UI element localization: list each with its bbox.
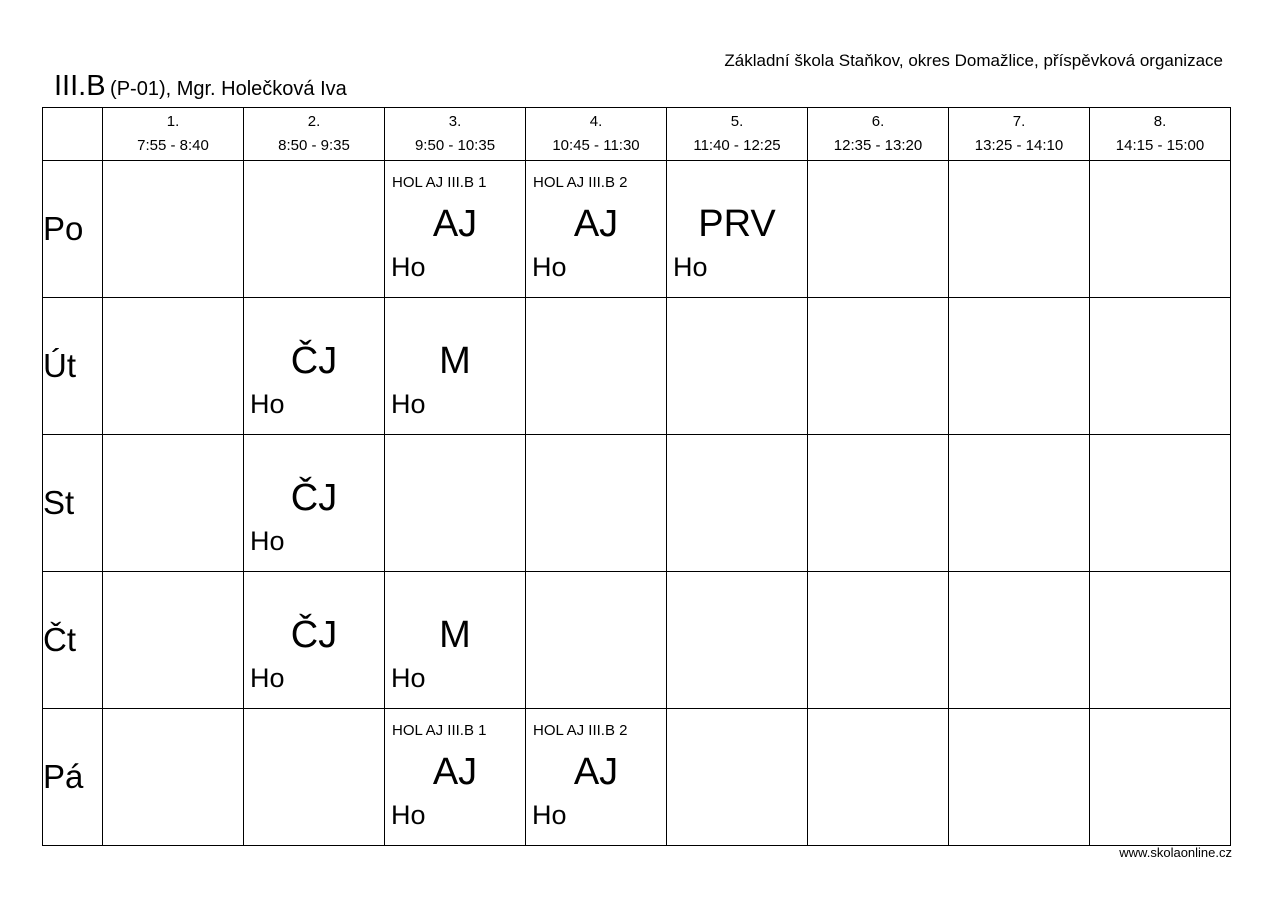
timetable-cell [667, 709, 808, 846]
day-row [43, 572, 1231, 709]
timetable-cell[interactable] [244, 435, 385, 572]
lesson-card[interactable] [244, 435, 384, 571]
period-header-5 [667, 108, 808, 161]
timetable-cell [667, 435, 808, 572]
lesson-teacher: Ho [532, 800, 567, 830]
timetable-cell [808, 709, 949, 846]
lesson-subject: PRV [698, 203, 776, 245]
lesson-subject: AJ [573, 203, 619, 245]
period-header-3 [385, 108, 526, 161]
lesson-subject: ČJ [290, 614, 338, 656]
day-label: Pá [43, 709, 103, 846]
timetable-cell [244, 709, 385, 846]
timetable-cell [1090, 572, 1231, 709]
lesson-teacher: Ho [250, 526, 285, 556]
day-row [43, 709, 1231, 846]
day-row [43, 298, 1231, 435]
lesson-subject: ČJ [290, 477, 338, 519]
timetable-cell[interactable] [244, 572, 385, 709]
lesson-teacher: Ho [391, 389, 426, 419]
period-time: 12:35 - 13:20 [833, 137, 923, 154]
lesson-subject: ČJ [290, 340, 338, 382]
period-header-6 [808, 108, 949, 161]
lesson-subject: AJ [432, 751, 478, 793]
period-header-8 [1090, 108, 1231, 161]
day-label: Po [43, 161, 103, 298]
timetable-cell [526, 435, 667, 572]
timetable-cell [808, 161, 949, 298]
timetable-cell [103, 161, 244, 298]
period-number: 3. [448, 113, 462, 130]
timetable-cell [385, 435, 526, 572]
lesson-subject: AJ [432, 203, 478, 245]
lesson-card[interactable] [385, 298, 525, 434]
lesson-teacher: Ho [250, 389, 285, 419]
timetable-cell [1090, 709, 1231, 846]
lesson-group: HOL AJ III.B 1 [392, 174, 487, 191]
period-number: 7. [1012, 113, 1026, 130]
lesson-card[interactable] [244, 572, 384, 708]
timetable-cell [103, 298, 244, 435]
lesson-subject: M [439, 614, 471, 656]
timetable-cell[interactable] [526, 161, 667, 298]
page-title [54, 72, 347, 101]
lesson-card[interactable] [667, 161, 807, 297]
period-header-2 [244, 108, 385, 161]
period-time: 10:45 - 11:30 [552, 137, 640, 154]
lesson-group: HOL AJ III.B 2 [533, 174, 628, 191]
period-header-7 [949, 108, 1090, 161]
period-time: 13:25 - 14:10 [974, 137, 1064, 154]
lesson-subject: AJ [573, 751, 619, 793]
lesson-card[interactable] [244, 298, 384, 434]
period-number: 8. [1153, 113, 1167, 130]
timetable-cell [103, 435, 244, 572]
period-number: 5. [730, 113, 744, 130]
lesson-teacher: Ho [532, 252, 567, 282]
timetable-cell [1090, 435, 1231, 572]
timetable-cell [949, 435, 1090, 572]
period-time: 14:15 - 15:00 [1115, 137, 1205, 154]
day-label: Čt [43, 572, 103, 709]
period-number: 4. [589, 113, 603, 130]
period-header-4 [526, 108, 667, 161]
class-name: III.B [54, 70, 106, 102]
timetable [42, 107, 1231, 846]
timetable-cell [667, 572, 808, 709]
day-row [43, 435, 1231, 572]
timetable-cell [103, 709, 244, 846]
lesson-teacher: Ho [391, 252, 426, 282]
period-number: 1. [166, 113, 180, 130]
timetable-cell [808, 435, 949, 572]
period-header-row [43, 108, 1231, 161]
timetable-cell [949, 709, 1090, 846]
lesson-teacher: Ho [673, 252, 708, 282]
timetable-cell [808, 298, 949, 435]
timetable-cell[interactable] [244, 298, 385, 435]
lesson-teacher: Ho [250, 663, 285, 693]
timetable-cell [103, 572, 244, 709]
lesson-card[interactable] [385, 709, 525, 845]
period-time: 9:50 - 10:35 [414, 137, 496, 154]
timetable-cell[interactable] [385, 298, 526, 435]
period-number: 2. [307, 113, 321, 130]
day-label: St [43, 435, 103, 572]
footer-link[interactable]: www.skolaonline.cz [1119, 845, 1232, 860]
lesson-group: HOL AJ III.B 2 [533, 722, 628, 739]
period-header-1 [103, 108, 244, 161]
day-row [43, 161, 1231, 298]
timetable-cell [526, 298, 667, 435]
timetable-cell [1090, 298, 1231, 435]
timetable-cell [667, 298, 808, 435]
lesson-group: HOL AJ III.B 1 [392, 722, 487, 739]
day-label: Út [43, 298, 103, 435]
timetable-cell [526, 572, 667, 709]
timetable-cell[interactable] [385, 161, 526, 298]
timetable-cell[interactable] [385, 709, 526, 846]
class-subtitle: (P-01), Mgr. Holečková Iva [110, 78, 347, 100]
timetable-cell[interactable] [526, 709, 667, 846]
timetable-cell [949, 161, 1090, 298]
lesson-card[interactable] [385, 572, 525, 708]
period-time: 11:40 - 12:25 [693, 137, 781, 154]
timetable-cell[interactable] [385, 572, 526, 709]
lesson-card[interactable] [385, 161, 525, 297]
school-name: Základní škola Staňkov, okres Domažlice, příspěvková organizace [724, 51, 1223, 70]
timetable-cell [808, 572, 949, 709]
lesson-card[interactable] [526, 161, 666, 297]
lesson-teacher: Ho [391, 663, 426, 693]
timetable-cell [949, 572, 1090, 709]
lesson-teacher: Ho [391, 800, 426, 830]
timetable-cell[interactable] [667, 161, 808, 298]
corner-cell [43, 108, 103, 161]
timetable-cell [244, 161, 385, 298]
lesson-card[interactable] [526, 709, 666, 845]
period-time: 8:50 - 9:35 [278, 137, 350, 154]
timetable-cell [949, 298, 1090, 435]
period-time: 7:55 - 8:40 [137, 137, 209, 154]
timetable-cell [1090, 161, 1231, 298]
period-number: 6. [871, 113, 885, 130]
lesson-subject: M [439, 340, 471, 382]
